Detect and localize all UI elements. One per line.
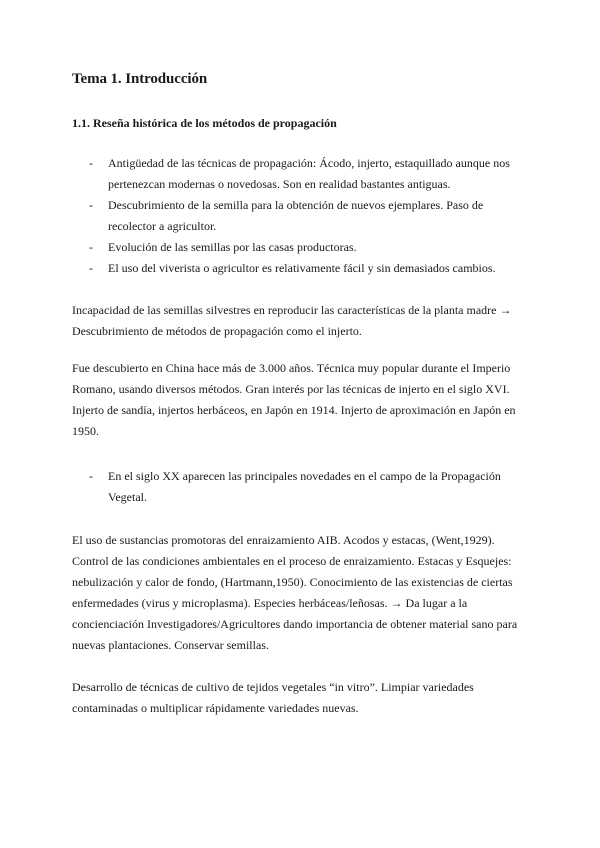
list-item-text: Antigüedad de las técnicas de propagación: Ácodo, injerto, estaquillado aunque nos pertenezcan modernas o novedosas. Son en realidad bastantes antiguas. [108, 156, 510, 191]
list-item-text: Evolución de las semillas por las casas productoras. [108, 240, 357, 254]
list-item [72, 237, 532, 258]
list-item [72, 195, 532, 237]
bullet-dash: - [89, 198, 93, 212]
document-title: Tema 1. Introducción [72, 71, 208, 87]
list-item [72, 153, 532, 195]
paragraph-grafting-history: Fue descubierto en China hace más de 3.000 años. Técnica muy popular durante el Imperio Romano, usando diversos métodos. Gran interés por las técnicas de injerto en el siglo XVI. Injerto de sandía, injertos herbáceos, en Japón en 1914. Injerto de aproximación en Japón en 1950. [72, 361, 516, 438]
paragraph-seed-incapacity: Incapacidad de las semillas silvestres en reproducir las características de la planta madre → Descubrimiento de métodos de propagación como el injerto. [72, 303, 512, 338]
bullet-list-history [72, 153, 532, 279]
list-item-text: Descubrimiento de la semilla para la obtención de nuevos ejemplares. Paso de recolector a agricultor. [108, 198, 484, 233]
list-item-text: En el siglo XX aparecen las principales novedades en el campo de la Propagación Vegetal. [108, 469, 501, 504]
bullet-list-20th-century [72, 466, 532, 508]
list-item [72, 466, 532, 508]
paragraph-rooting-substances: El uso de sustancias promotoras del enraizamiento AIB. Acodos y estacas, (Went,1929). Control de las condiciones ambientales en el proceso de enraizamiento. Estacas y Esquejes: nebulización y calor de fondo, (Hartmann,1950). Conocimiento de las existencias de ciertas enfermedades (virus y microplasma). Especies herbáceas/leñosas. → Da lugar a la concienciación Investigadores/Agricultores dando importancia de obtener material sano para nuevas plantaciones. Conservar semillas. [72, 533, 518, 652]
paragraph-in-vitro: Desarrollo de técnicas de cultivo de tejidos vegetales “in vitro”. Limpiar variedades contaminadas o multiplicar rápidamente variedades nuevas. [72, 680, 474, 715]
bullet-dash: - [89, 261, 93, 275]
list-item [72, 258, 532, 279]
list-item-text: El uso del viverista o agricultor es relativamente fácil y sin demasiados cambios. [108, 261, 496, 275]
bullet-dash: - [89, 240, 93, 254]
bullet-dash: - [89, 469, 93, 483]
bullet-dash: - [89, 156, 93, 170]
section-heading: 1.1. Reseña histórica de los métodos de propagación [72, 116, 337, 130]
